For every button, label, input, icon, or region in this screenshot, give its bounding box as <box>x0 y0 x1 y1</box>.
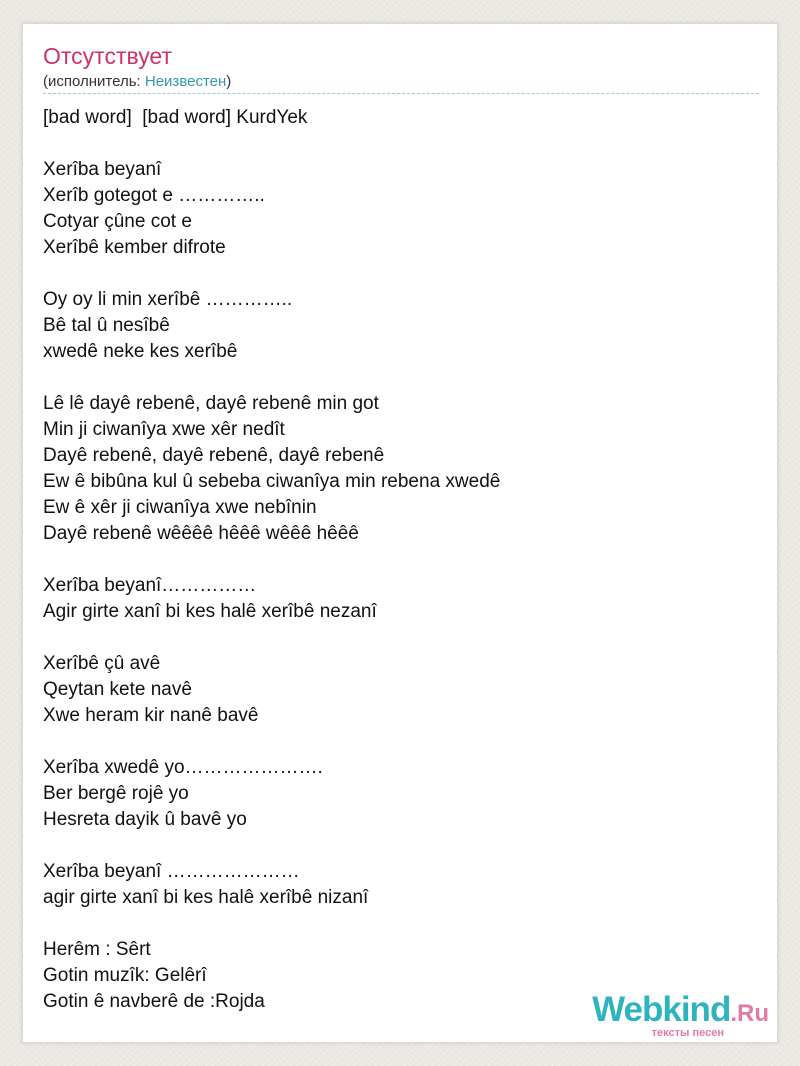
lyric-line: Gotin muzîk: Gelêrî <box>43 965 207 986</box>
logo-tagline: тексты песен <box>651 1027 724 1039</box>
lyric-blank-line <box>43 729 759 755</box>
lyric-line: Xwe heram kir nanê bavê <box>43 705 259 726</box>
logo-wordmark <box>569 992 769 1032</box>
logo-name: Webkind <box>592 990 731 1029</box>
lyric-line: Ew ê bibûna kul û sebeba ciwanîya min rebena xwedê <box>43 471 501 492</box>
lyric-line: Hesreta dayik û bavê yo <box>43 809 247 830</box>
lyric-line: Dayê rebenê wêêêê hêêê wêêê hêêê <box>43 523 359 544</box>
site-logo[interactable] <box>569 992 769 1039</box>
header-divider <box>43 93 759 94</box>
lyric-line: Herêm : Sêrt <box>43 939 151 960</box>
lyric-line: Xerîb gotegot e ………….. <box>43 185 265 206</box>
lyric-line: Gotin ê navberê de :Rojda <box>43 991 265 1012</box>
lyric-line: Bê tal û nesîbê <box>43 315 170 336</box>
lyric-line: Ber bergê rojê yo <box>43 783 189 804</box>
lyric-blank-line <box>43 365 759 391</box>
lyric-line: Xerîbê çû avê <box>43 653 161 674</box>
lyric-line: Dayê rebenê, dayê rebenê, dayê rebenê <box>43 445 385 466</box>
lyric-blank-line <box>43 131 759 157</box>
lyric-line: xwedê neke kes xerîbê <box>43 341 238 362</box>
logo-tld: .Ru <box>730 1000 769 1027</box>
lyric-line: agir girte xanî bi kes halê xerîbê nizanî <box>43 887 369 908</box>
song-title: Отсутствует <box>43 43 172 69</box>
lyric-line: [bad word] [bad word] KurdYek <box>43 107 308 128</box>
lyric-line: Xerîbê kember difrote <box>43 237 226 258</box>
lyric-line: Cotyar çûne cot e <box>43 211 192 232</box>
lyric-line: Oy oy li min xerîbê ………….. <box>43 289 293 310</box>
artist-link[interactable]: Неизвестен <box>144 73 227 90</box>
lyric-blank-line <box>43 261 759 287</box>
lyric-line: Xerîba beyanî <box>43 159 162 180</box>
lyric-line: Lê lê dayê rebenê, dayê rebenê min got <box>43 393 379 414</box>
lyric-line: Qeytan kete navê <box>43 679 192 700</box>
lyric-blank-line <box>43 625 759 651</box>
lyric-line: Xerîba xwedê yo…………………. <box>43 757 323 778</box>
lyric-blank-line <box>43 911 759 937</box>
lyric-blank-line <box>43 833 759 859</box>
lyric-blank-line <box>43 547 759 573</box>
artist-prefix: (исполнитель: <box>43 73 145 90</box>
lyric-line: Ew ê xêr ji ciwanîya xwe nebînin <box>43 497 317 518</box>
song-header <box>43 42 759 92</box>
lyrics-card <box>22 23 778 1043</box>
lyric-line: Min ji ciwanîya xwe xêr nedît <box>43 419 285 440</box>
lyric-line: Agir girte xanî bi kes halê xerîbê nezanî <box>43 601 377 622</box>
lyric-line: Xerîba beyanî ………………… <box>43 861 300 882</box>
lyric-line: Xerîba beyanî…………… <box>43 575 257 596</box>
artist-suffix: ) <box>226 73 232 90</box>
artist-line <box>43 72 759 92</box>
lyrics-text <box>43 105 759 1015</box>
